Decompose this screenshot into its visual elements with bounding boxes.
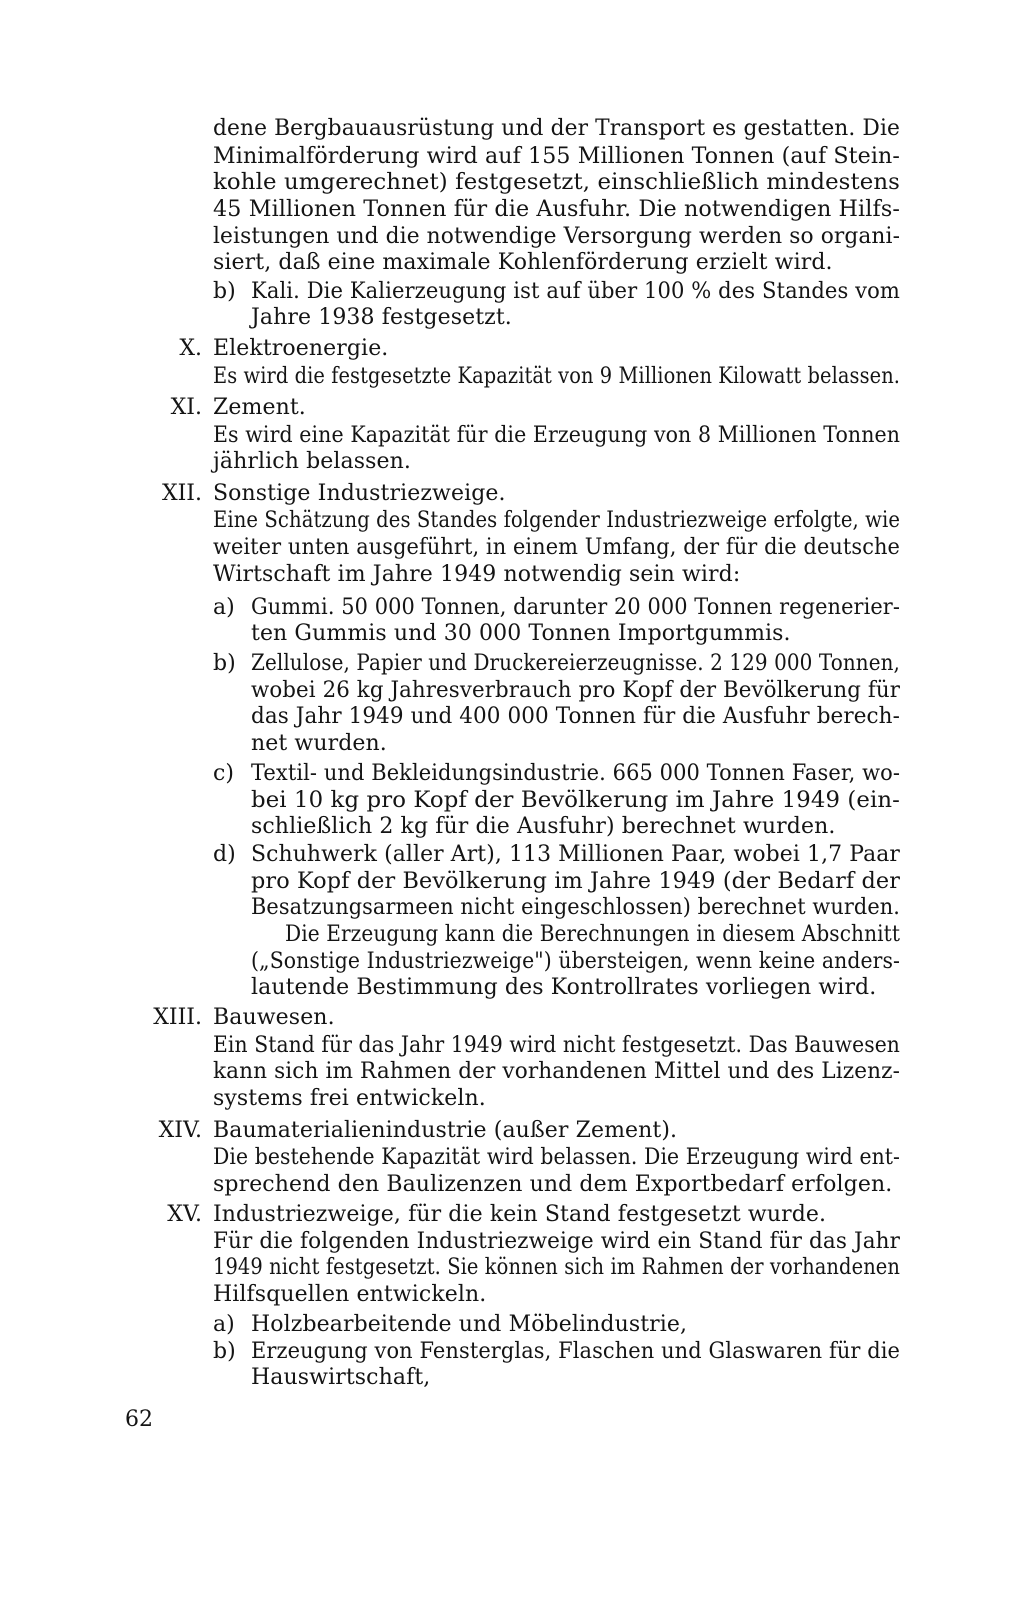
text-line: Sonstige Industriezweige. [213,481,506,506]
text-line: 45 Millionen Tonnen für die Ausfuhr. Die notwendigen Hilfs- [213,197,900,222]
text-line: weiter unten ausgeführt, in einem Umfang, der für die deutsche [213,535,901,560]
text-line: Für die folgenden Industriezweige wird ein Stand für das Jahr [213,1229,901,1254]
text-line: Erzeugung von Fensterglas, Flaschen und Glaswaren für die [251,1339,901,1364]
text-line: Hilfsquellen entwickeln. [213,1282,487,1307]
item-letter: a) [213,1312,235,1337]
text-line: Es wird eine Kapazität für die Erzeugung von 8 Millionen Tonnen [213,423,901,448]
page-number: 62 [125,1407,153,1432]
text-line: systems frei entwickeln. [213,1086,486,1111]
text-line: kann sich im Rahmen der vorhandenen Mittel und des Lizenz- [213,1059,900,1084]
text-line: Hauswirtschaft, [251,1365,431,1390]
section-number: XIII. [153,1005,202,1030]
text-line: Elektroenergie. [213,336,389,361]
text-line: siert, daß eine maximale Kohlenförderung erzielt wird. [213,250,833,275]
text-line: Besatzungsarmeen nicht eingeschlossen) berechnet wurden. [251,895,900,920]
text-line: Wirtschaft im Jahre 1949 notwendig sein wird: [213,562,741,587]
section-number: X. [179,336,202,361]
item-letter: b) [213,279,236,304]
text-line: Baumaterialienindustrie (außer Zement). [213,1118,678,1143]
text-line: kohle umgerechnet) festgesetzt, einschließlich mindestens [213,170,900,195]
text-line: lautende Bestimmung des Kontrollrates vorliegen wird. [251,975,877,1000]
text-line: pro Kopf der Bevölkerung im Jahre 1949 (der Bedarf der [251,869,900,894]
text-line: Jahre 1938 festgesetzt. [251,305,512,330]
text-line: Die bestehende Kapazität wird belassen. Die Erzeugung wird ent- [213,1145,901,1170]
text-line: das Jahr 1949 und 400 000 Tonnen für die Ausfuhr berech- [251,704,900,729]
text-line: Gummi. 50 000 Tonnen, darunter 20 000 Tonnen regenerier- [251,595,901,620]
item-letter: c) [213,761,234,786]
text-line: Ein Stand für das Jahr 1949 wird nicht festgesetzt. Das Bauwesen [213,1033,900,1058]
text-line: Textil- und Bekleidungsindustrie. 665 000 Tonnen Faser, wo- [251,761,901,786]
section-number: XIV. [158,1118,202,1143]
text-line: Zellulose, Papier und Druckereierzeugnisse. 2 129 000 Tonnen, [251,651,900,676]
text-line: Schuhwerk (aller Art), 113 Millionen Paar, wobei 1,7 Paar [251,842,901,867]
text-line: sprechend den Baulizenzen und dem Exportbedarf erfolgen. [213,1172,893,1197]
text-line: Holzbearbeitende und Möbelindustrie, [251,1312,688,1337]
item-letter: d) [213,842,236,867]
text-line: Minimalförderung wird auf 155 Millionen Tonnen (auf Stein- [213,144,900,169]
item-letter: b) [213,651,236,676]
item-letter: b) [213,1339,236,1364]
text-line: Die Erzeugung kann die Berechnungen in diesem Abschnitt [285,922,900,947]
text-line: Bauwesen. [213,1005,335,1030]
text-line: leistungen und die notwendige Versorgung werden so organi- [213,224,901,249]
text-line: dene Bergbauausrüstung und der Transport es gestatten. Die [213,116,901,141]
text-line: jährlich belassen. [213,449,411,474]
text-line: Kali. Die Kalierzeugung ist auf über 100 % des Standes vom [251,279,900,304]
text-line: ten Gummis und 30 000 Tonnen Importgummis. [251,621,791,646]
text-line: wobei 26 kg Jahresverbrauch pro Kopf der Bevölkerung für [251,678,901,703]
text-line: („Sonstige Industriezweige") übersteigen, wenn keine anders- [251,949,901,974]
item-letter: a) [213,595,235,620]
text-line: Es wird die festgesetzte Kapazität von 9 Millionen Kilowatt belassen. [213,364,901,389]
text-line: bei 10 kg pro Kopf der Bevölkerung im Jahre 1949 (ein- [251,788,900,813]
text-line: 1949 nicht festgesetzt. Sie können sich im Rahmen der vorhandenen [213,1255,901,1280]
text-line: Industriezweige, für die kein Stand festgesetzt wurde. [213,1202,827,1227]
section-number: XV. [167,1202,202,1227]
text-line: Eine Schätzung des Standes folgender Industriezweige erfolgte, wie [213,508,901,533]
section-number: XI. [170,395,202,420]
section-number: XII. [161,481,202,506]
text-line: schließlich 2 kg für die Ausfuhr) berechnet wurden. [251,814,836,839]
text-line: net wurden. [251,731,387,756]
text-line: Zement. [213,395,306,420]
